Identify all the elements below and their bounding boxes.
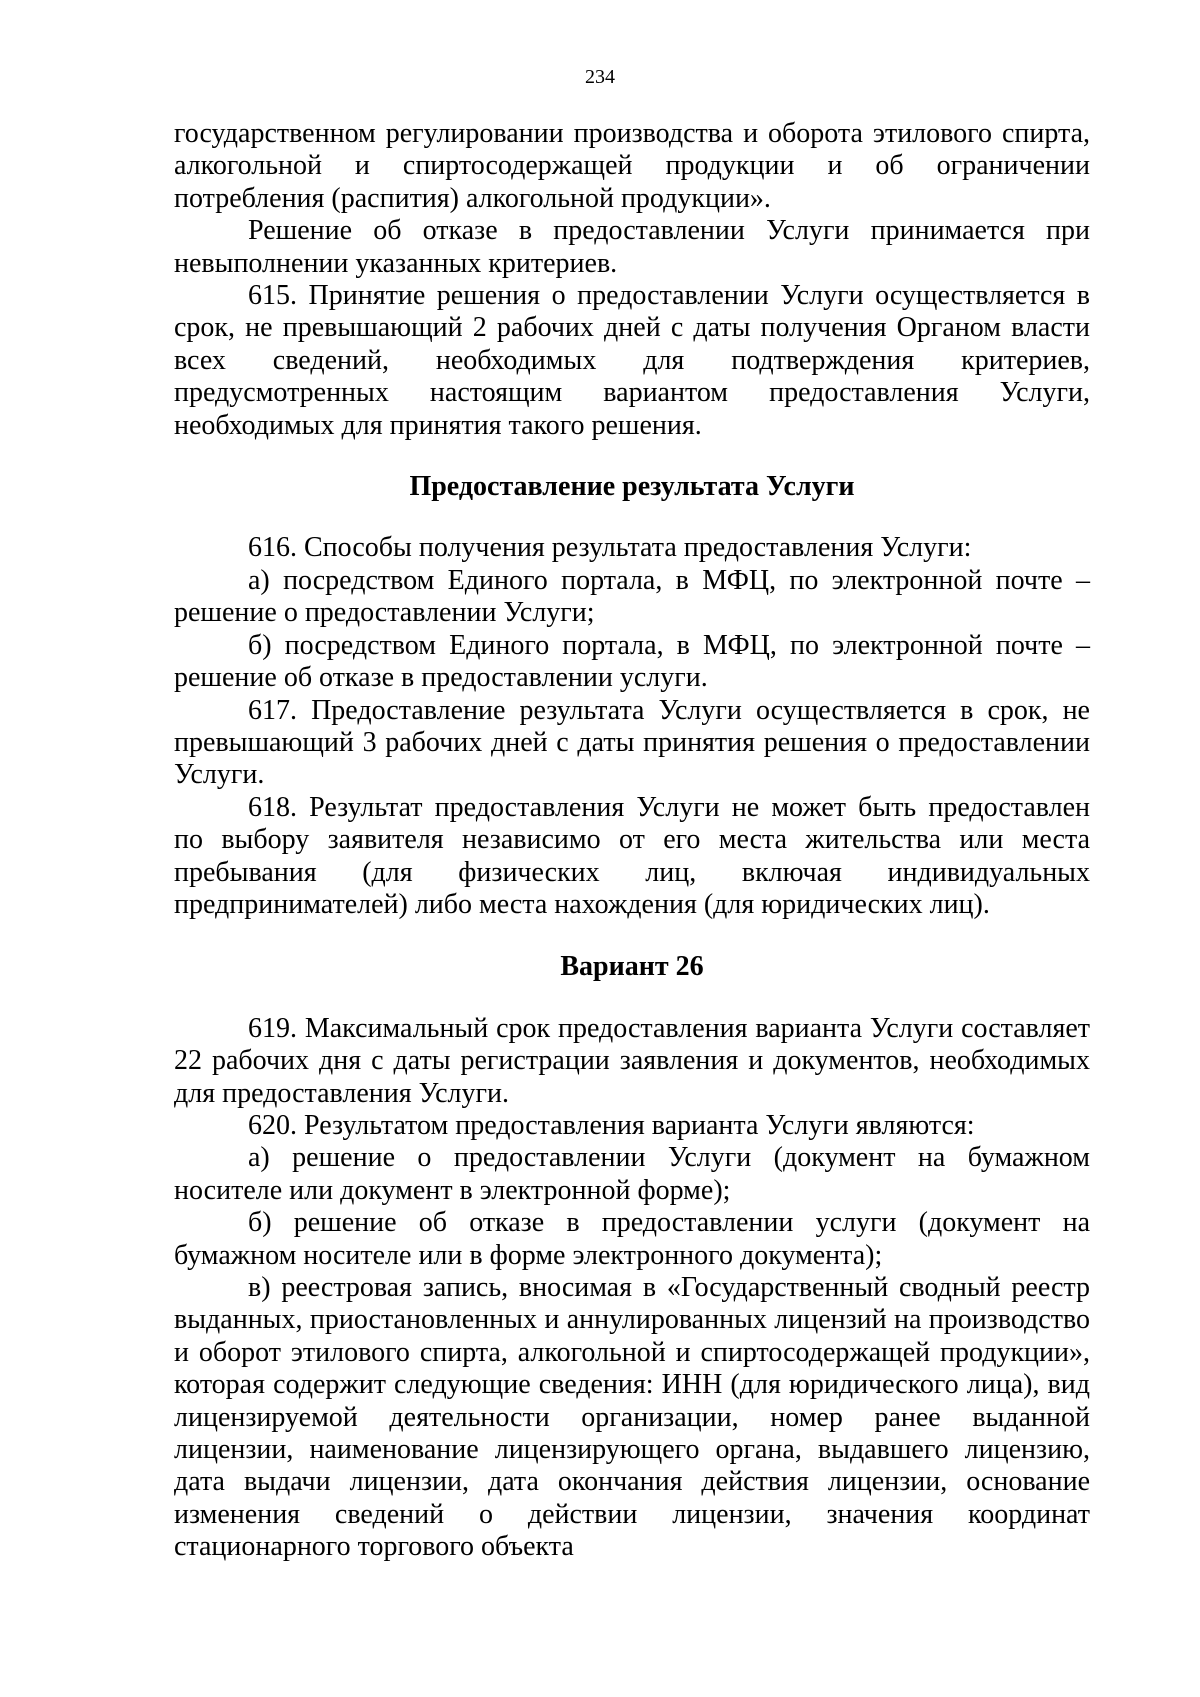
paragraph-617: 617. Предоставление результата Услуги осуществляется в срок, не превышающий 3 рабочих дней с даты принятия решения о предоставлении Услуги. (174, 694, 1090, 791)
paragraph-619: 619. Максимальный срок предоставления варианта Услуги составляет 22 рабочих дня с даты регистрации заявления и документов, необходимых для предоставления Услуги. (174, 1012, 1090, 1109)
list-item-620-b: б) решение об отказе в предоставлении услуги (документ на бумажном носителе или в форме электронного документа); (174, 1207, 1090, 1271)
paragraph-616: 616. Способы получения результата предоставления Услуги: (248, 532, 972, 564)
list-item-616-a: а) посредством Единого портала, в МФЦ, по электронной почте – решение о предоставлении Услуги; (174, 564, 1090, 629)
section-heading-result: Предоставление результата Услуги (409, 471, 855, 503)
document-body (174, 118, 1090, 1564)
section-heading-variant: Вариант 26 (560, 951, 704, 983)
paragraph-618: 618. Результат предоставления Услуги не может быть предоставлен по выбору заявителя независимо от его места жительства или места пребывания (для физических лиц, включая индивидуальных предпринимателей) либо места нахождения (для юридических лиц). (174, 791, 1090, 920)
page-number: 234 (585, 66, 615, 88)
list-item-620-a: а) решение о предоставлении Услуги (документ на бумажном носителе или документ в электронной форме); (174, 1142, 1090, 1206)
paragraph-620: 620. Результатом предоставления варианта Услуги являются: (248, 1109, 975, 1141)
list-item-616-b: б) посредством Единого портала, в МФЦ, по электронной почте – решение об отказе в предоставлении услуги. (174, 629, 1090, 694)
paragraph-615: 615. Принятие решения о предоставлении Услуги осуществляется в срок, не превышающий 2 рабочих дней с даты получения Органом власти всех сведений, необходимых для подтверждения критериев, предусмотренных настоящим вариантом предоставления Услуги, необходимых для принятия такого решения. (174, 280, 1090, 441)
paragraph-continuation: государственном регулировании производства и оборота этилового спирта, алкогольной и спиртосодержащей продукции и об ограничении потребления (распития) алкогольной продукции». (174, 118, 1090, 214)
list-item-620-v: в) реестровая запись, вносимая в «Государственный сводный реестр выданных, приостановленных и аннулированных лицензий на производство и оборот этилового спирта, алкогольной и спиртосодержащей продукции», которая содержит следующие сведения: ИНН (для юридического лица), вид лицензируемой деятельности организации, номер ранее выданной лицензии, наименование лицензирующего органа, выдавшего лицензию, дата выдачи лицензии, дата окончания действия лицензии, основание изменения сведений о действии лицензии, значения координат стационарного торгового объекта (174, 1272, 1090, 1563)
paragraph-refusal-decision: Решение об отказе в предоставлении Услуги принимается при невыполнении указанных критериев. (174, 215, 1090, 279)
